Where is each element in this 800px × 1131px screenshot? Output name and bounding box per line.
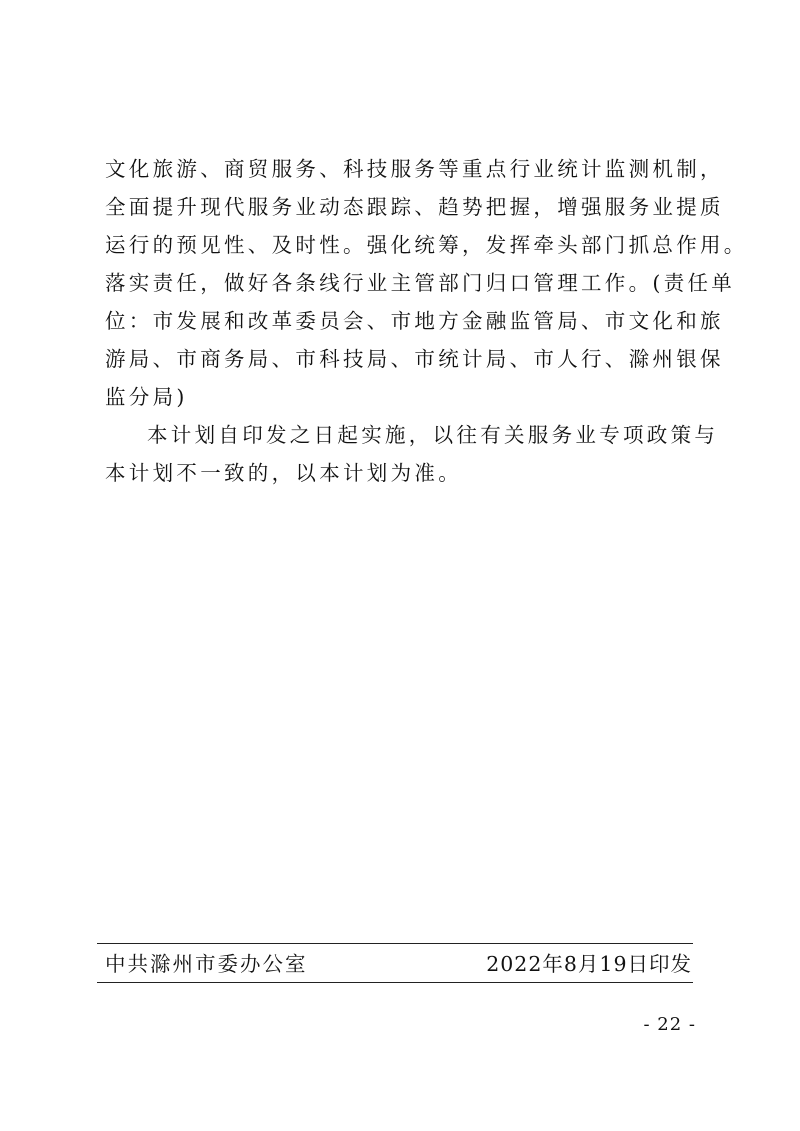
- page-number: - 22 -: [643, 1014, 696, 1035]
- paragraph-1-line: 监分局): [105, 385, 188, 409]
- footer-top-rule: [97, 943, 693, 944]
- footer-issuer: 中共滁州市委办公室: [105, 952, 308, 976]
- document-body: [105, 150, 748, 492]
- paragraph-1-line: 文化旅游、商贸服务、科技服务等重点行业统计监测机制，: [105, 157, 724, 181]
- footer-bottom-rule: [97, 982, 693, 983]
- paragraph-2-line: 本计划自印发之日起实施，以往有关服务业专项政策与: [147, 423, 719, 447]
- paragraph-1-line: 落实责任，做好各条线行业主管部门归口管理工作。(责任单: [105, 271, 736, 295]
- paragraph-1-line: 运行的预见性、及时性。强化统筹，发挥牵头部门抓总作用。: [105, 233, 748, 257]
- paragraph-1-line: 游局、市商务局、市科技局、市统计局、市人行、滁州银保: [105, 347, 724, 371]
- paragraph-1-line: 全面提升现代服务业动态跟踪、趋势把握，增强服务业提质: [105, 195, 724, 219]
- footer-issue-date: 2022年8月19日印发: [486, 952, 692, 976]
- paragraph-2-line: 本计划不一致的，以本计划为准。: [105, 461, 462, 485]
- paragraph-1-line: 位：市发展和改革委员会、市地方金融监管局、市文化和旅: [105, 309, 724, 333]
